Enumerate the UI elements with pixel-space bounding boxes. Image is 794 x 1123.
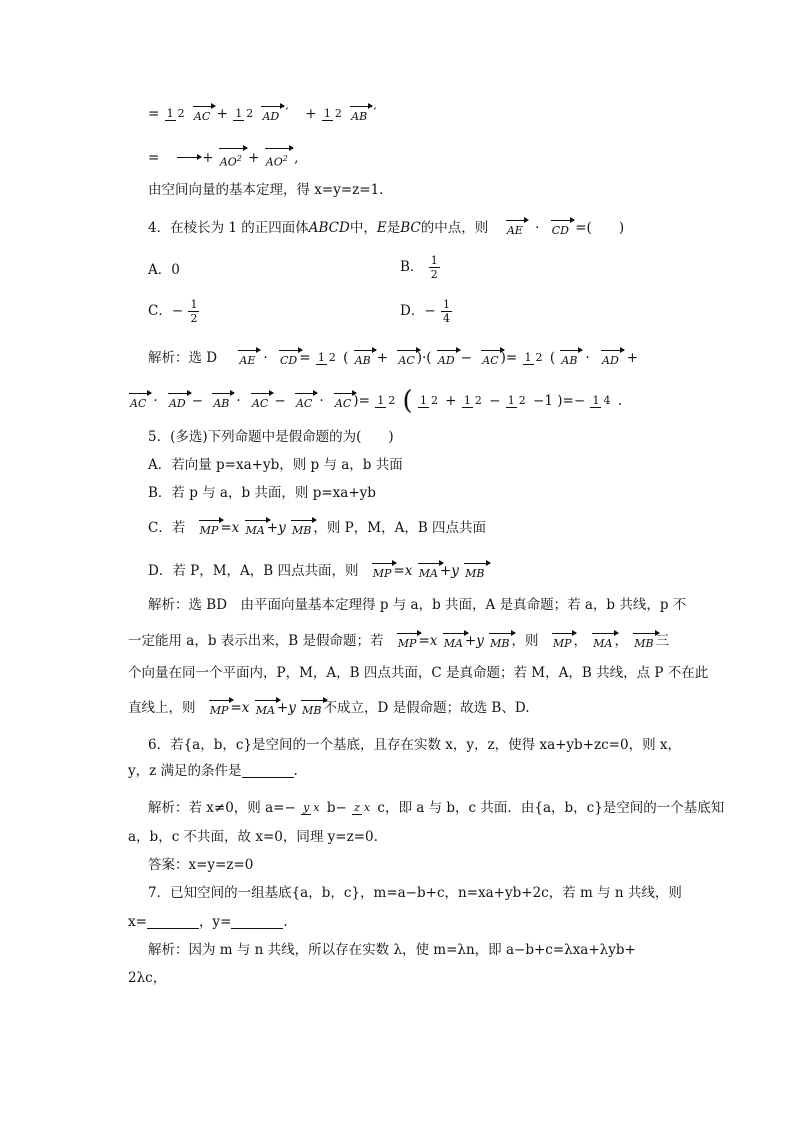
solution-5-line-2: 一定能用 a，b 表示出来，B 是假命题；若 MP =x MA +y MB ，则 MP ， MA ， MB 三: [128, 632, 670, 650]
fraction: 1 2: [323, 107, 342, 120]
solution-7-line-2: 2λc，: [128, 970, 167, 986]
option-c: C．− $\frac{1}{2}$: [148, 298, 198, 325]
answer-6: 答案：x=y=z=0: [148, 857, 254, 873]
q5-option-a: A．若向量 p=xa+yb，则 p 与 a，b 共面: [148, 457, 403, 473]
question-5-stem: 5．(多选)下列命题中是假命题的为( ): [148, 429, 394, 445]
solution-5-line-1: 解析：选 BD 由平面向量基本定理得 p 与 a，b 共面，A 是真命题；若 a，b 共线，p 不: [148, 597, 687, 613]
question-6-line-2: y，z 满足的条件是 .: [128, 762, 298, 779]
solution-4-line-1: 解析：选 D AE · CD = 1 2 ( AB + AC )·( AD − AC )= 1 2 ( AB · AD +: [148, 349, 639, 367]
fraction: 1 2: [166, 107, 185, 120]
vector: $AO^2$: [219, 153, 242, 169]
question-7-line-2: x= ，y= .: [128, 913, 288, 930]
option-d: D．− $\frac{1}{4}$: [400, 298, 450, 325]
vector: CD: [551, 223, 569, 237]
solution-5-line-3: 个向量在同一个平面内，P，M，A，B 四点共面，C 是真命题；若 M，A，B 共线，点 P 不在此: [128, 665, 709, 681]
vector: $AO^2$: [265, 153, 288, 169]
q5-option-d: D．若 P，M，A，B 四点共面，则 MP =x MA +y MB: [148, 562, 485, 580]
solution-6-line-1: 解析：若 x≠0，则 a=− y x b− z x c，即 a 与 b，c 共面．由{a，b，c}是空间的一个基底知: [148, 799, 725, 816]
fraction: 1 2: [235, 107, 254, 120]
answer-blank-y: [231, 914, 283, 929]
expr-line-1: = 1 2 AC + 1 2 AD ′ + 1 2 AB ′: [148, 98, 377, 128]
vector: AB: [351, 109, 368, 123]
equals-sign: =: [148, 105, 160, 122]
q5-option-b: B．若 p 与 a，b 共面，则 p=xa+yb: [148, 485, 376, 501]
question-4-stem: 4．在棱长为 1 的正四面体ABCD中，E是BC的中点，则 AE · CD =( ): [148, 219, 625, 237]
solution-4-line-2: AC · AD − AB · AC − AC · AC )= 1 2 ( 1 2 + 1 2 − 1 2 −1 )=− 1 4 .: [130, 385, 623, 416]
answer-blank: [242, 763, 294, 778]
vector: AE: [506, 223, 523, 237]
answer-blank-x: [147, 914, 199, 929]
solution-5-line-4: 直线上，则 MP =x MA +y MB 不成立，D 是假命题；故选 B、D.: [128, 699, 530, 717]
q5-option-c: C．若 MP =x MA +y MB ，则 P，M，A，B 四点共面: [148, 519, 487, 537]
expr-line-2: = + $AO^2 + AO^2$ ,: [148, 149, 299, 169]
vector: AD: [262, 109, 280, 123]
question-6-line-1: 6．若{a，b，c}是空间的一个基底，且存在实数 x，y，z，使得 xa+yb+zc=0，则 x，: [148, 737, 681, 753]
option-a: A．0: [148, 262, 180, 278]
question-7-line-1: 7．已知空间的一组基底{a，b，c}，m=a−b+c，n=xa+yb+2c，若 m 与 n 共线，则: [148, 885, 682, 901]
solution-7-line-1: 解析：因为 m 与 n 共线，所以存在实数 λ，使 m=λn，即 a−b+c=λxa+λyb+: [148, 942, 636, 958]
solution-6-line-2: a，b，c 不共面，故 x=0，同理 y=z=0.: [128, 829, 378, 845]
text-line: 由空间向量的基本定理，得 x=y=z=1.: [148, 182, 384, 198]
vector: AC: [193, 109, 211, 123]
option-b: B． $\frac{1}{2}$: [400, 254, 438, 281]
